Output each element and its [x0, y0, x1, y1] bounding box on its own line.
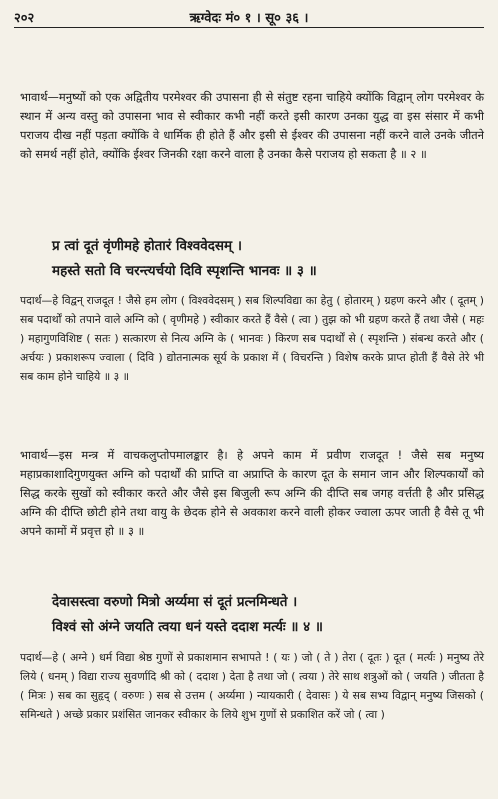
padartha-paragraph-4: पदार्थ—हे ( अग्ने ) धर्म विद्या श्रेष्ठ गुणों से प्रकाशमान सभापते ! ( यः ) जो ( ते ) तेरा ( दूतः ) दूत ( मर्त्यः ) मनुष्य तेरे लिये ( धनम् ) विद्या राज्य सुवर्णादि श्री को ( ददाश ) देता है तथा जो ( त्वया ) तेरे साथ शत्रुओं को ( जयति ) जीतता है ( मित्रः ) सब का सुहृद् ( वरुणः ) सब से उत्तम ( अर्य्यमा ) न्यायकारी ( देवासः ) ये सब सभ्य विद्वान् मनुष्य जिसको ( समिन्धते ) अच्छे प्रकार प्रशंसित जानकर स्वीकार के लिये शुभ गुणों से प्रकाशित करें जो ( त्वा ) [20, 651, 484, 721]
running-title: ऋग्वेदः मं० १ । सू० ३६ । [189, 11, 309, 26]
mantra-4 [52, 590, 484, 640]
mantra-3-line-2: महस्ते सतो वि चरन्त्यर्चयो दिवि स्पृशन्ति भानवः ॥ ३ ॥ [52, 263, 317, 279]
mantra-4-line-2: विश्वं सो अंग्ने जयति त्वया धनं यस्ते ददाश मर्त्यः ॥ ४ ॥ [52, 619, 323, 635]
bhavartha-paragraph-2: भावार्थ—मनुष्यों को एक अद्वितीय परमेश्वर की उपासना ही से संतुष्ट रहना चाहिये क्योंकि विद्वान् लोग परमेश्वर के स्थान में अन्य वस्तु को उपासना भाव से स्वीकार कभी नहीं करते इसी कारण उनका युद्ध वा इस संसार में कभी पराजय दीख नहीं पड़ता क्योंकि वे धार्मिक ही होते हैं और इसी से ईश्वर की उपासना नहीं करने वाले उनके जीतने को समर्थ नहीं होते, क्योंकि ईश्वर जिनकी रक्षा करने वाला है उनका कैसे पराजय हो सकता है ॥ २ ॥ [20, 90, 484, 161]
mantra-3 [52, 234, 484, 284]
page-number: २०२ [14, 11, 35, 26]
mantra-3-line-1: प्र त्वां दूतं वृंणीमहे होतारं विश्ववेदसम् । [52, 238, 242, 254]
header-rule [14, 27, 484, 28]
bhavartha-paragraph-3: भावार्थ—इस मन्त्र में वाचकलुप्तोपमालङ्कार है। हे अपने काम में प्रवीण राजदूत ! जैसे सब मनुष्य महाप्रकाशादिगुणयुक्त अग्नि को पदार्थों की प्राप्ति वा अप्राप्ति के कारण दूत के समान जान और शिल्पकार्यों को सिद्ध करके सुखों को स्वीकार करते और जैसे इस बिजुली रूप अग्नि की दीप्ति सब जगह वर्त्तती है और प्रसिद्ध अग्नि की दीप्ति छोटी होने तथा वायु के छेदक होने से अवकाश करने वाली होकर ज्वाला ऊपर जाती है वैसे तू भी अपने कामों में प्रवृत्त हो ॥ ३ ॥ [20, 448, 484, 538]
page-header [14, 6, 484, 28]
padartha-paragraph-3: पदार्थ—हे विद्वन् राजदूत ! जैसे हम लोग ( विश्ववेदसम् ) सब शिल्पविद्या का हेतु ( होतारम् ) ग्रहण करने और ( दूतम् ) सब पदार्थों को तपाने वाले अग्नि को ( वृणीमहे ) स्वीकार करते हैं वैसे ( त्वा ) तुझ को भी ग्रहण करते हैं तथा जैसे ( महः ) महागुणविशिष्ट ( सतः ) सत्कारण से नित्य अग्नि के ( भानवः ) किरण सब पदार्थों से ( स्पृशन्ति ) संबन्ध करते और ( अर्चयः ) प्रकाशरूप ज्वाला ( दिवि ) द्योतनात्मक सूर्य के प्रकाश में ( विचरन्ति ) विशेष करके प्राप्त होती हैं वैसे तेरे भी सब काम होने चाहिये ॥ ३ ॥ [20, 294, 484, 383]
mantra-4-line-1: देवासस्त्वा वरुणो मित्रो अर्य्यमा सं दूतं प्रत्नमिन्धते । [52, 594, 298, 610]
